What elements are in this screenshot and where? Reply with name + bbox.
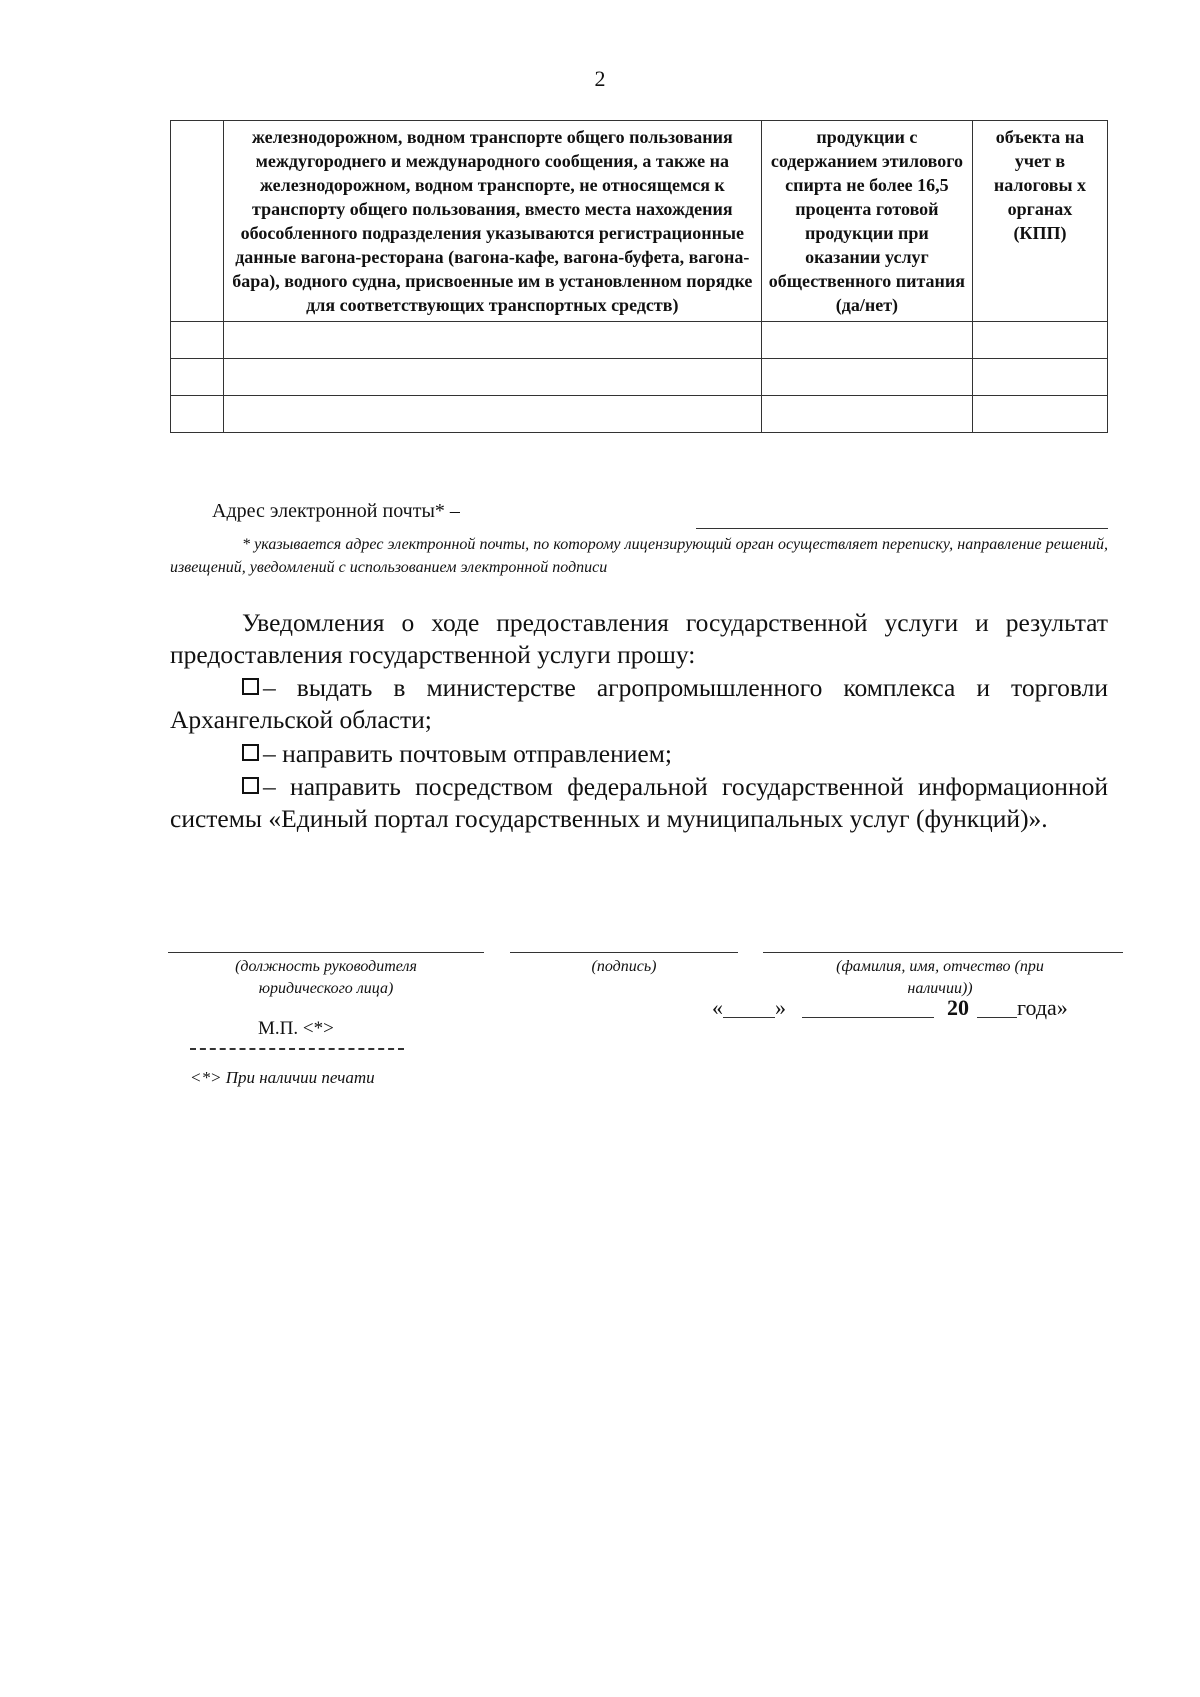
date-row bbox=[712, 995, 1112, 1021]
option-gosuslugi bbox=[170, 771, 1108, 835]
table-cell[interactable] bbox=[761, 396, 972, 433]
table-cell[interactable] bbox=[972, 359, 1107, 396]
page-number: 2 bbox=[594, 66, 606, 91]
table-cell[interactable] bbox=[223, 396, 761, 433]
email-input-line[interactable] bbox=[696, 528, 1108, 529]
option-postal-label: – направить почтовым отправлением; bbox=[263, 739, 672, 768]
table-row bbox=[171, 322, 1108, 359]
stamp-place-label: М.П. <*> bbox=[258, 1018, 334, 1039]
table-header-row bbox=[171, 121, 1108, 322]
stamp-footnote: <*> При наличии печати bbox=[190, 1068, 375, 1087]
table-cell[interactable] bbox=[972, 322, 1107, 359]
table-cell[interactable] bbox=[171, 396, 224, 433]
table-cell-number-header bbox=[171, 121, 224, 322]
email-label: Адрес электронной почты* – bbox=[212, 500, 460, 522]
checkbox-issue-in-ministry[interactable] bbox=[242, 678, 259, 695]
table-header-low-alcohol: продукции с содержанием этилового спирта не более 16,5 процента готовой продукции при оказании услуг общественного питания (да/нет) bbox=[761, 121, 972, 322]
option-issue-in-ministry-label: – выдать в министерстве агропромышленного комплекса и торговли Архангельской области; bbox=[170, 673, 1108, 734]
date-close-quote: » bbox=[775, 995, 786, 1020]
date-day-field[interactable] bbox=[723, 1017, 775, 1018]
table-cell[interactable] bbox=[761, 322, 972, 359]
table-row bbox=[171, 359, 1108, 396]
notifications-intro: Уведомления о ходе предоставления государственной услуги и результат предоставления государственной услуги прошу: bbox=[170, 608, 1108, 669]
table-cell[interactable] bbox=[223, 359, 761, 396]
table-cell[interactable] bbox=[972, 396, 1107, 433]
license-details-table bbox=[170, 120, 1108, 433]
date-year-field[interactable] bbox=[977, 1017, 1017, 1018]
footnote-separator bbox=[190, 1048, 404, 1050]
option-gosuslugi-label: – направить посредством федеральной государственной информационной системы «Единый портал государственных и муниципальных услуг (функций)». bbox=[170, 772, 1108, 833]
checkbox-gosuslugi[interactable] bbox=[242, 777, 259, 794]
option-postal bbox=[170, 738, 1108, 770]
full-name-line[interactable] bbox=[763, 952, 1123, 953]
table-cell[interactable] bbox=[223, 322, 761, 359]
email-footnote: * указывается адрес электронной почты, по которому лицензирующий орган осуществляет переписку, направление решений, извещений, уведомлений с использованием электронной подписи bbox=[170, 536, 1108, 576]
table-cell[interactable] bbox=[761, 359, 972, 396]
position-caption: (должность руководителя юридического лица) bbox=[235, 958, 417, 997]
position-signature-line[interactable] bbox=[168, 952, 484, 953]
option-issue-in-ministry bbox=[170, 672, 1108, 736]
table-header-kpp: объекта на учет в налоговы х органах (КПП) bbox=[972, 121, 1107, 322]
date-month-field[interactable] bbox=[802, 1017, 934, 1018]
checkbox-postal[interactable] bbox=[242, 744, 259, 761]
table-header-location: железнодорожном, водном транспорте общего пользования междугороднего и международного сообщения, а также на железнодорожном, водном транспорте, не относящемся к транспорту общего пользования, вместо места нахождения обособленного подразделения указываются регистрационные данные вагона-ресторана (вагона-кафе, вагона-буфета, вагона-бара), водного судна, присвоенные им в установленном порядке для соответствующих транспортных средств) bbox=[223, 121, 761, 322]
date-year-prefix: 20 bbox=[947, 995, 969, 1020]
date-year-suffix: года» bbox=[1017, 995, 1068, 1020]
date-open-quote: « bbox=[712, 995, 723, 1020]
full-name-caption: (фамилия, имя, отчество (при наличии)) bbox=[836, 958, 1044, 997]
signature-line[interactable] bbox=[510, 952, 738, 953]
signature-caption: (подпись) bbox=[591, 958, 657, 975]
table-cell[interactable] bbox=[171, 322, 224, 359]
table-row bbox=[171, 396, 1108, 433]
table-cell[interactable] bbox=[171, 359, 224, 396]
